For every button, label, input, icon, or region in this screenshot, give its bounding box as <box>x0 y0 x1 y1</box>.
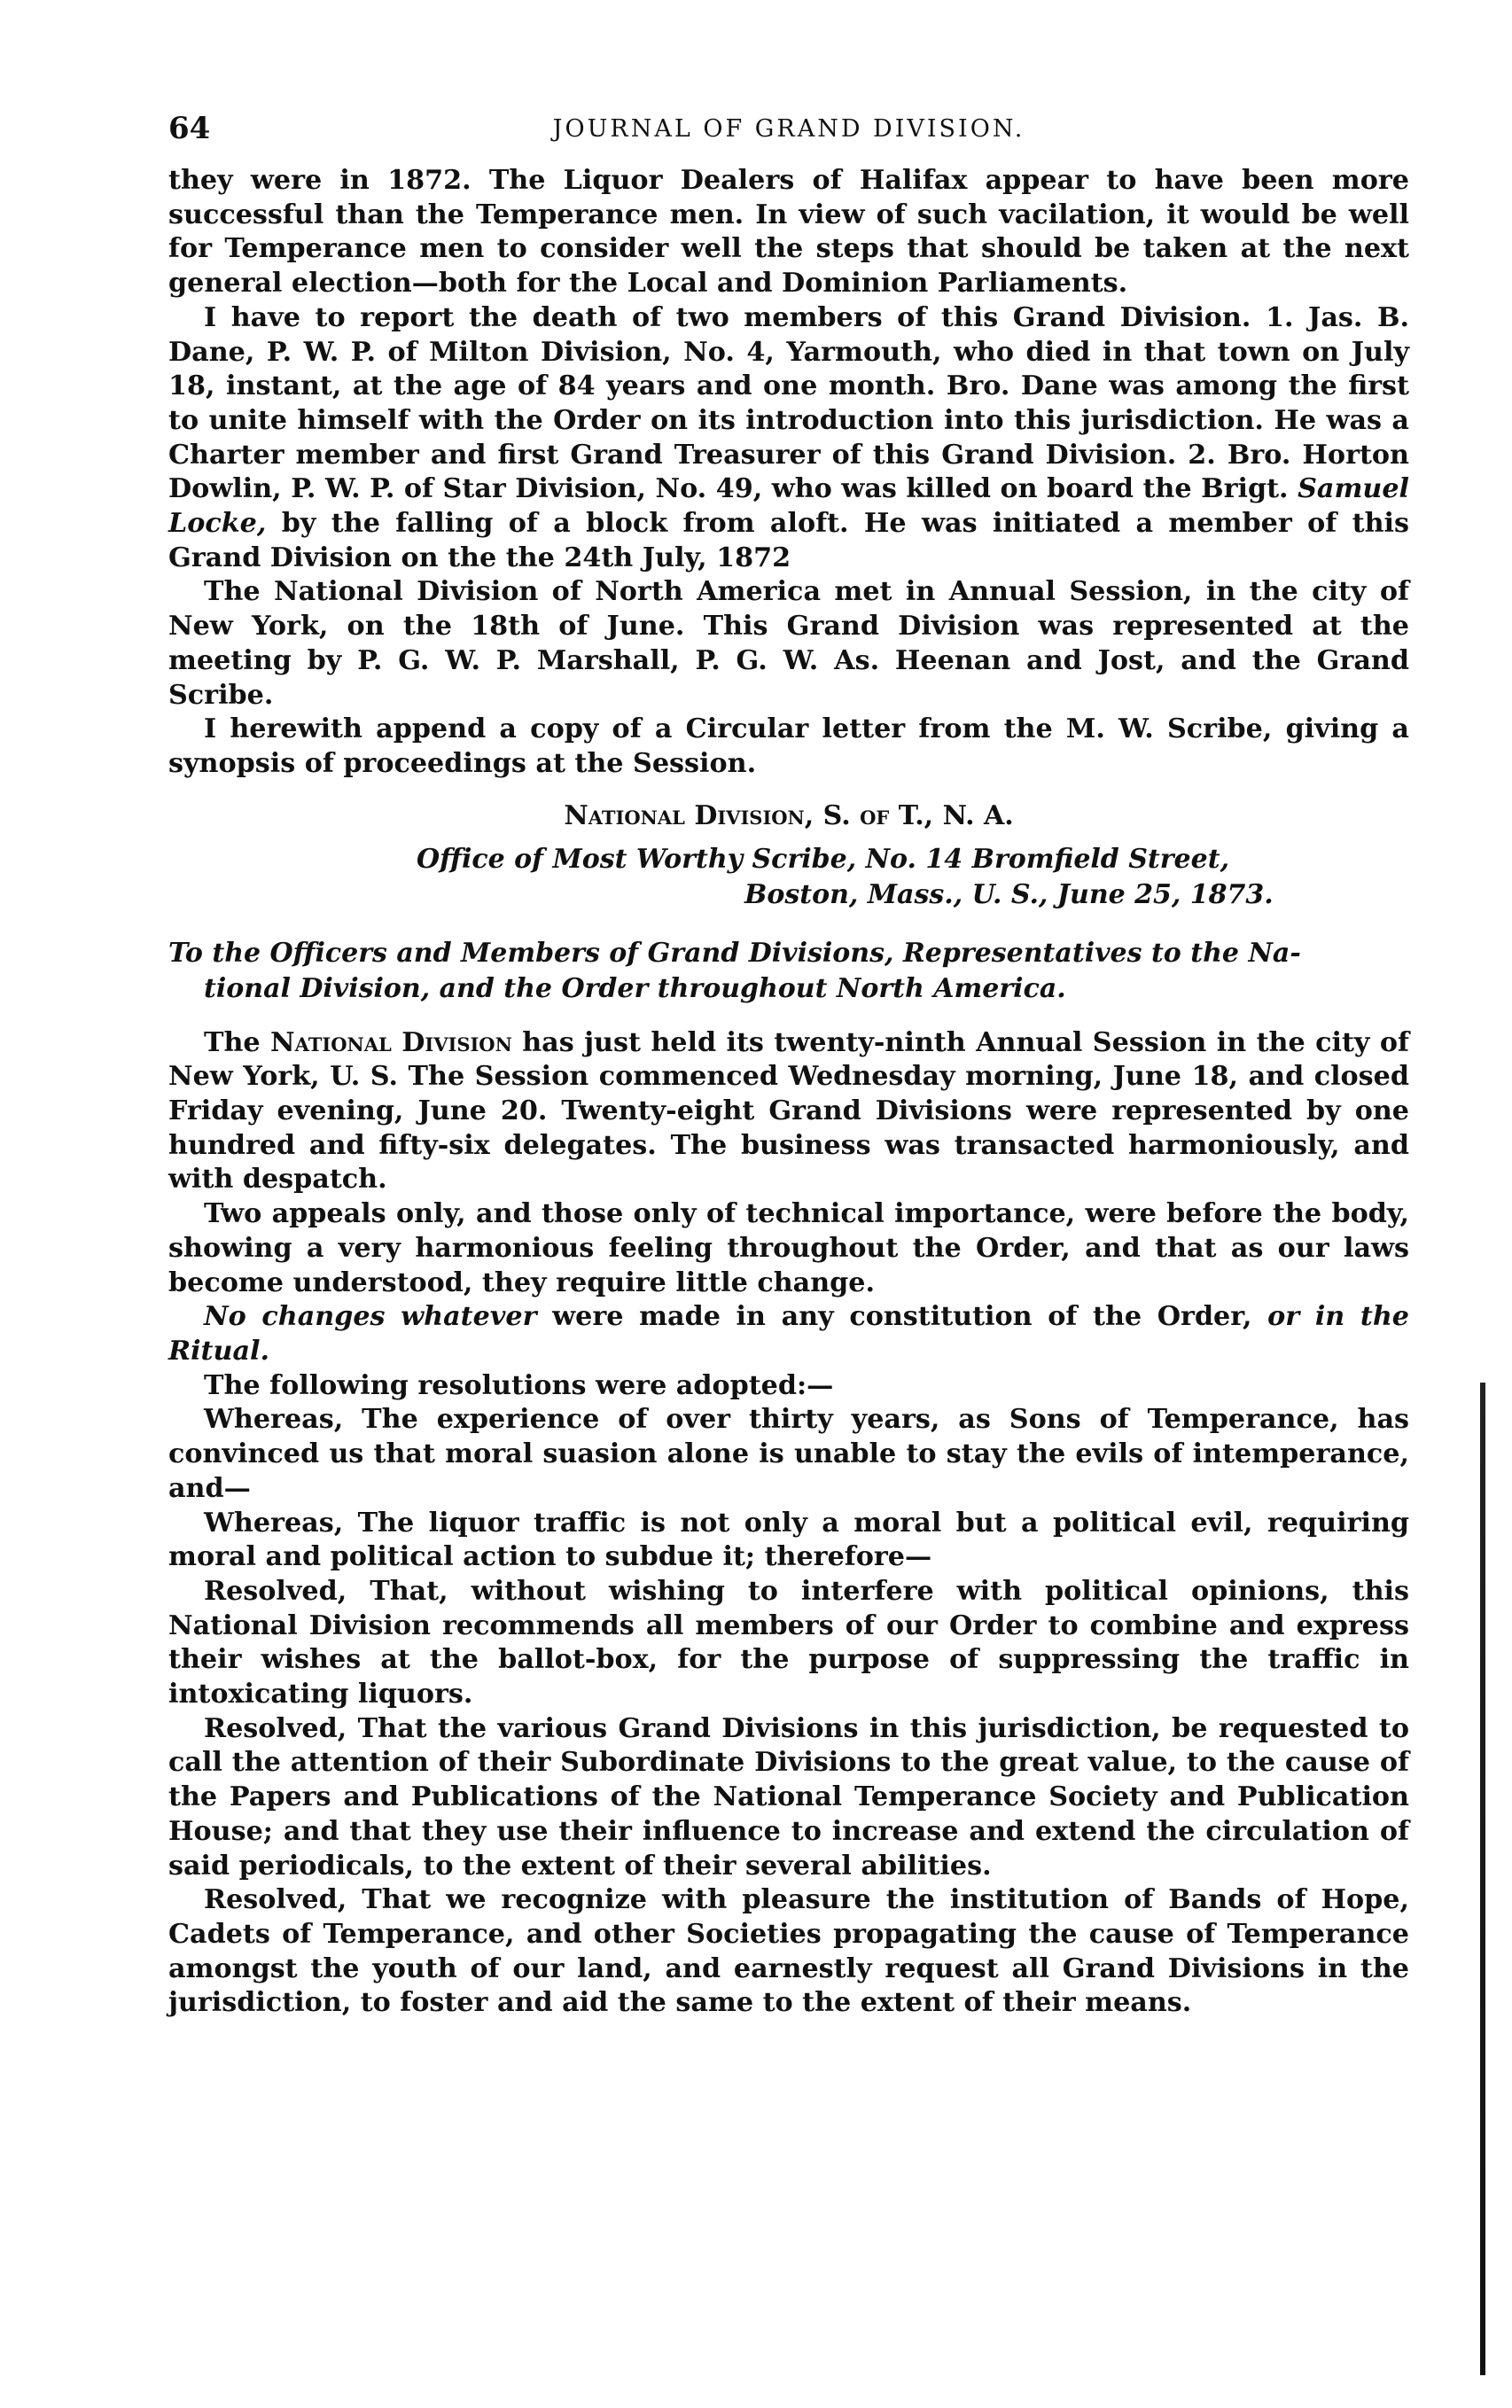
deaths-text: I have to report the death of two members of this Grand Division. 1. Jas. B. Dane, P. W. P. of Milton Division, No. 4, Yarmouth, who died in that town on July 18, instant, at the age of 84 years and one month. Bro. Dane was among the first to unite himself with the Order on its introduction into this jurisdiction. He was a Charter member and first Grand Treasurer of this Grand Division. 2. Bro. Horton Dowlin, P. W. P. of Star Division, No. 49, who was killed on board the Brigt. <box>168 301 1409 505</box>
resolved-2: Resolved, That the various Grand Divisions in this jurisdiction, be requested to call the attention of their Subordinate Divisions to the great value, to the cause of the Papers and Publications of the National Temperance Society and Publication House; and that they use their influence to increase and extend the circulation of said periodicals, to the extent of their several abilities. <box>168 1712 1409 1882</box>
paragraph-circular-intro: I herewith append a copy of a Circular letter from the M. W. Scribe, giving a synopsis of proceedings at the Session. <box>168 713 1409 779</box>
deaths-text-end: by the falling of a block from aloft. He was initiated a member of this Grand Division on the the 24th July, 1872 <box>168 508 1409 573</box>
page-edge-shadow <box>1480 1383 1485 2375</box>
paragraph-session <box>168 1026 1409 1198</box>
resolutions-intro: The following resolutions were adopted:— <box>204 1369 834 1401</box>
running-head: JOURNAL OF GRAND DIVISION. <box>552 115 1025 143</box>
circular-address <box>168 936 1409 1007</box>
session-lead: The <box>204 1026 271 1058</box>
page-header <box>168 111 1409 164</box>
resolved-3: Resolved, That we recognize with pleasure the institution of Bands of Hope, Cadets of Temperance, and other Societies propagating the cause of Temperance amongst the youth of our land, and earnestly request all Grand Divisions in the jurisdiction, to foster and aid the same to the extent of their means. <box>168 1884 1409 2019</box>
session-rest: has just held its twenty-ninth Annual Session in the city of New York, U. S. The Session commenced Wednesday morning, June 18, and closed Friday evening, June 20. Twenty-eight Grand Divisions were represented by one hundred and fifty-six delegates. The business was transacted harmoniously, and with despatch. <box>168 1026 1409 1196</box>
whereas-2: Whereas, The liquor traffic is not only a moral but a political evil, requiring moral and political action to subdue it; therefore— <box>168 1507 1409 1573</box>
address-line-1: To the Officers and Members of Grand Divisions, Representatives to the Na- <box>168 937 1301 969</box>
office-line-1: Office of Most Worthy Scribe, No. 14 Bromfield Street, <box>417 843 1230 875</box>
page-number: 64 <box>168 111 211 146</box>
resolved-1: Resolved, That, without wishing to interfere with political opinions, this National Division recommends all members of our Order to combine and express their wishes at the ballot-box, for the purpose of suppressing the traffic in intoxicating liquors. <box>168 1575 1409 1711</box>
circular-office <box>168 842 1409 913</box>
office-line-2: Boston, Mass., U. S., June 25, 1873. <box>744 878 1274 910</box>
no-changes-ritual: or in the Ritual. <box>168 1301 1409 1367</box>
journal-page <box>168 111 1409 2021</box>
paragraph-national-division: The National Division of North America met in Annual Session, in the city of New York, on the 18th of June. This Grand Division was represented at the meeting by P. G. W. P. Marshall, P. G. W. As. Heenan and Jost, and the Grand Scribe. <box>168 576 1409 711</box>
session-national: National Division <box>270 1026 512 1058</box>
no-changes-italic: No changes whatever <box>204 1301 537 1333</box>
paragraph-no-changes <box>168 1300 1409 1368</box>
paragraph-deaths <box>168 301 1409 576</box>
circular-heading: National Division, S. of T., N. A. <box>564 799 1014 831</box>
whereas-1: Whereas, The experience of over thirty years, as Sons of Temperance, has convinced us that moral suasion alone is unable to stay the evils of intemperance, and— <box>168 1404 1409 1504</box>
paragraph-appeals: Two appeals only, and those only of technical importance, were before the body, showing a very harmonious feeling throughout the Order, and that as our laws become understood, they require little change. <box>168 1198 1409 1298</box>
address-line-2: tional Division, and the Order throughout North America. <box>204 972 1066 1004</box>
paragraph-election: they were in 1872. The Liquor Dealers of Halifax appear to have been more successful than the Temperance men. In view of such vacilation, it would be well for Temperance men to consider well the steps that should be taken at the next general election—both for the Local and Dominion Parliaments. <box>168 165 1409 300</box>
ship-name: Samuel Locke, <box>168 473 1410 540</box>
no-changes-middle: were made in any constitution of the Order, <box>536 1301 1268 1333</box>
